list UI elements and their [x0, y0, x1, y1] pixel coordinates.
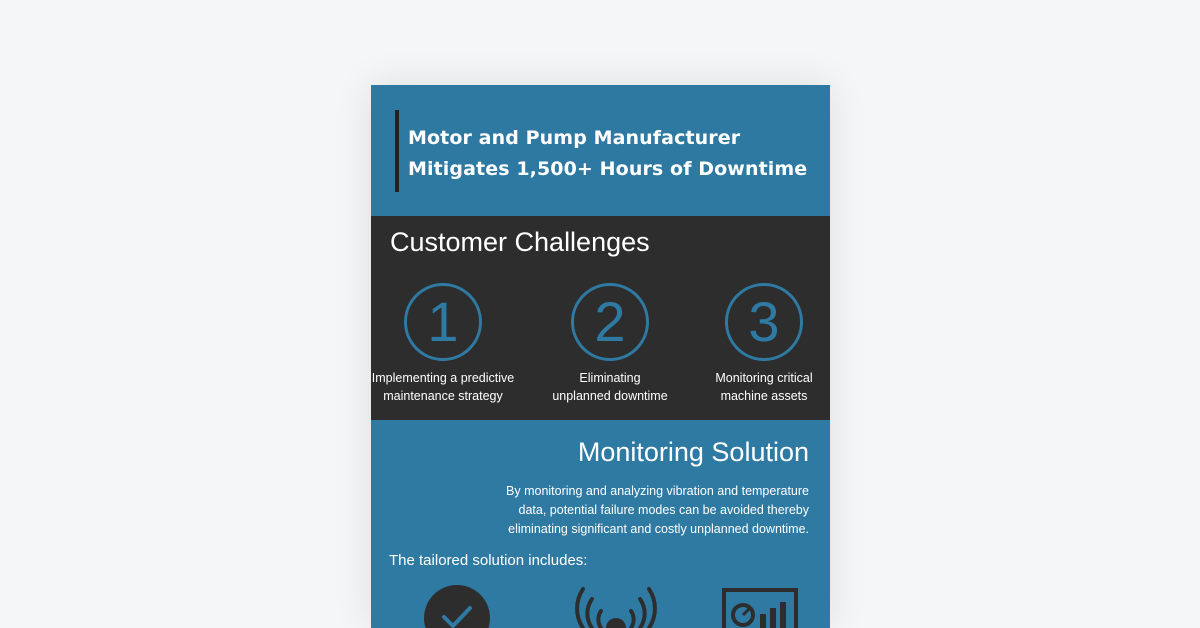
description-line-2: data, potential failure modes can be avoided thereby: [518, 503, 809, 517]
checkmark-icon: [423, 584, 491, 628]
number-2-icon: 2: [571, 283, 649, 361]
number-3-icon: 3: [725, 283, 803, 361]
dashboard-icon: [722, 588, 798, 628]
challenge-item-3: [689, 283, 830, 405]
description-line-1: By monitoring and analyzing vibration and temperature: [506, 484, 809, 498]
challenge-item-2: [535, 283, 685, 405]
challenge-line-2: unplanned downtime: [552, 389, 668, 403]
challenge-line-1: Monitoring critical: [715, 371, 813, 385]
challenge-text: [689, 369, 830, 405]
challenge-line-2: machine assets: [720, 389, 808, 403]
solution-section: [371, 420, 830, 628]
solution-description: [479, 482, 809, 539]
solution-heading: Monitoring Solution: [577, 437, 809, 467]
header-banner: [371, 85, 830, 216]
description-line-3: eliminating significant and costly unplanned downtime.: [508, 522, 809, 536]
title-line-1: Motor and Pump Manufacturer: [408, 127, 741, 149]
challenge-text: [535, 369, 685, 405]
page-title: [408, 123, 818, 185]
case-study-card: [371, 85, 830, 628]
accent-bar: [395, 110, 399, 192]
challenge-line-1: Implementing a predictive: [371, 371, 515, 385]
challenge-item-1: [371, 283, 518, 405]
challenges-heading: Customer Challenges: [390, 227, 650, 257]
title-line-2: Mitigates 1,500+ Hours of Downtime: [408, 158, 808, 180]
challenges-section: [371, 216, 830, 420]
challenge-line-1: Eliminating: [579, 371, 641, 385]
includes-label: The tailored solution includes:: [389, 552, 588, 569]
wireless-sensor-icon: [571, 587, 661, 628]
challenge-line-2: maintenance strategy: [383, 389, 503, 403]
challenge-text: [371, 369, 518, 405]
number-1-icon: 1: [404, 283, 482, 361]
